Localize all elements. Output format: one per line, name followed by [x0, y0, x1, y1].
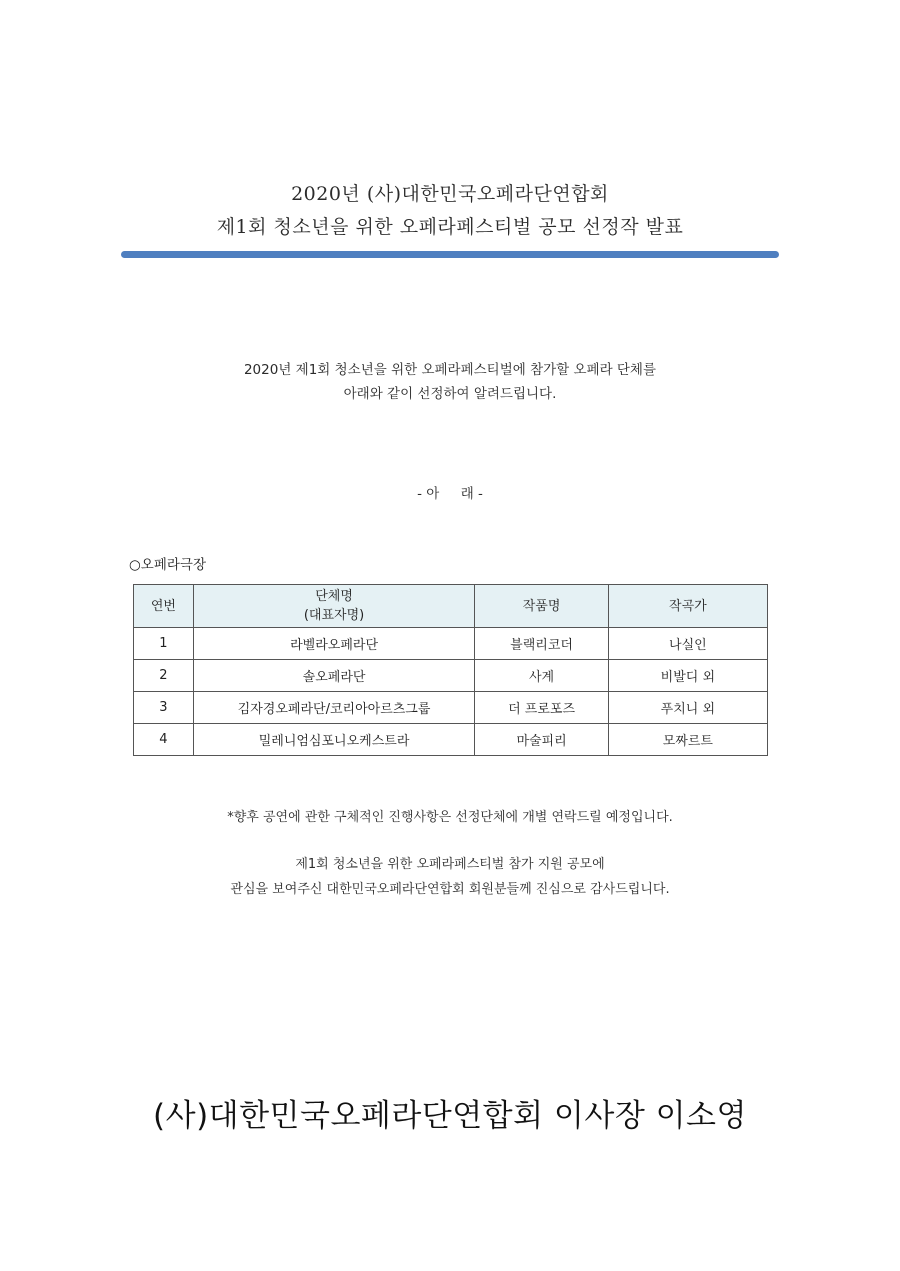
header-group	[193, 585, 475, 628]
table-row	[134, 724, 768, 756]
followup-note: *향후 공연에 관한 구체적인 진행사항은 선정단체에 개별 연락드릴 예정입니다.	[227, 810, 673, 825]
table-row	[134, 660, 768, 692]
cell-composer: 비발디 외	[608, 660, 767, 692]
table-row	[134, 628, 768, 660]
header-title-line1: 2020년 (사)대한민국오페라단연합회	[291, 183, 609, 205]
cell-no: 2	[134, 660, 194, 692]
cell-no: 3	[134, 692, 194, 724]
cell-no: 1	[134, 628, 194, 660]
header-no: 연번	[134, 585, 194, 628]
cell-group: 김자경오페라단/코리아아르츠그룹	[193, 692, 475, 724]
cell-composer: 모짜르트	[608, 724, 767, 756]
cell-composer: 푸치니 외	[608, 692, 767, 724]
table-row	[134, 692, 768, 724]
cell-work: 사계	[475, 660, 608, 692]
selection-table	[133, 584, 768, 756]
thanks-paragraph	[0, 852, 900, 902]
cell-group: 밀레니엄심포니오케스트라	[193, 724, 475, 756]
signature: (사)대한민국오페라단연합회 이사장 이소영	[153, 1098, 747, 1134]
header-group-line1: 단체명	[315, 589, 353, 604]
table-header-row	[134, 585, 768, 628]
header-composer: 작곡가	[608, 585, 767, 628]
cell-work: 마술피리	[475, 724, 608, 756]
intro-paragraph	[0, 358, 900, 406]
thanks-line2: 관심을 보여주신 대한민국오페라단연합회 회원분들께 진심으로 감사드립니다.	[230, 882, 670, 897]
document-header	[0, 178, 900, 244]
section-label-opera-theater: ○오페라극장	[129, 557, 206, 573]
header-title-line2: 제1회 청소년을 위한 오페라페스티벌 공모 선정작 발표	[216, 216, 684, 238]
cell-work: 더 프로포즈	[475, 692, 608, 724]
cell-work: 블랙리코더	[475, 628, 608, 660]
cell-group: 솔오페라단	[193, 660, 475, 692]
cell-composer: 나실인	[608, 628, 767, 660]
thanks-line1: 제1회 청소년을 위한 오페라페스티벌 참가 지원 공모에	[295, 857, 605, 872]
below-heading: - 아 래 -	[417, 486, 483, 502]
intro-line1: 2020년 제1회 청소년을 위한 오페라페스티벌에 참가할 오페라 단체를	[243, 362, 657, 378]
header-divider	[121, 251, 779, 258]
cell-group: 라벨라오페라단	[193, 628, 475, 660]
header-work: 작품명	[475, 585, 608, 628]
intro-line2: 아래와 같이 선정하여 알려드립니다.	[343, 386, 557, 402]
cell-no: 4	[134, 724, 194, 756]
header-group-line2: (대표자명)	[303, 608, 365, 623]
